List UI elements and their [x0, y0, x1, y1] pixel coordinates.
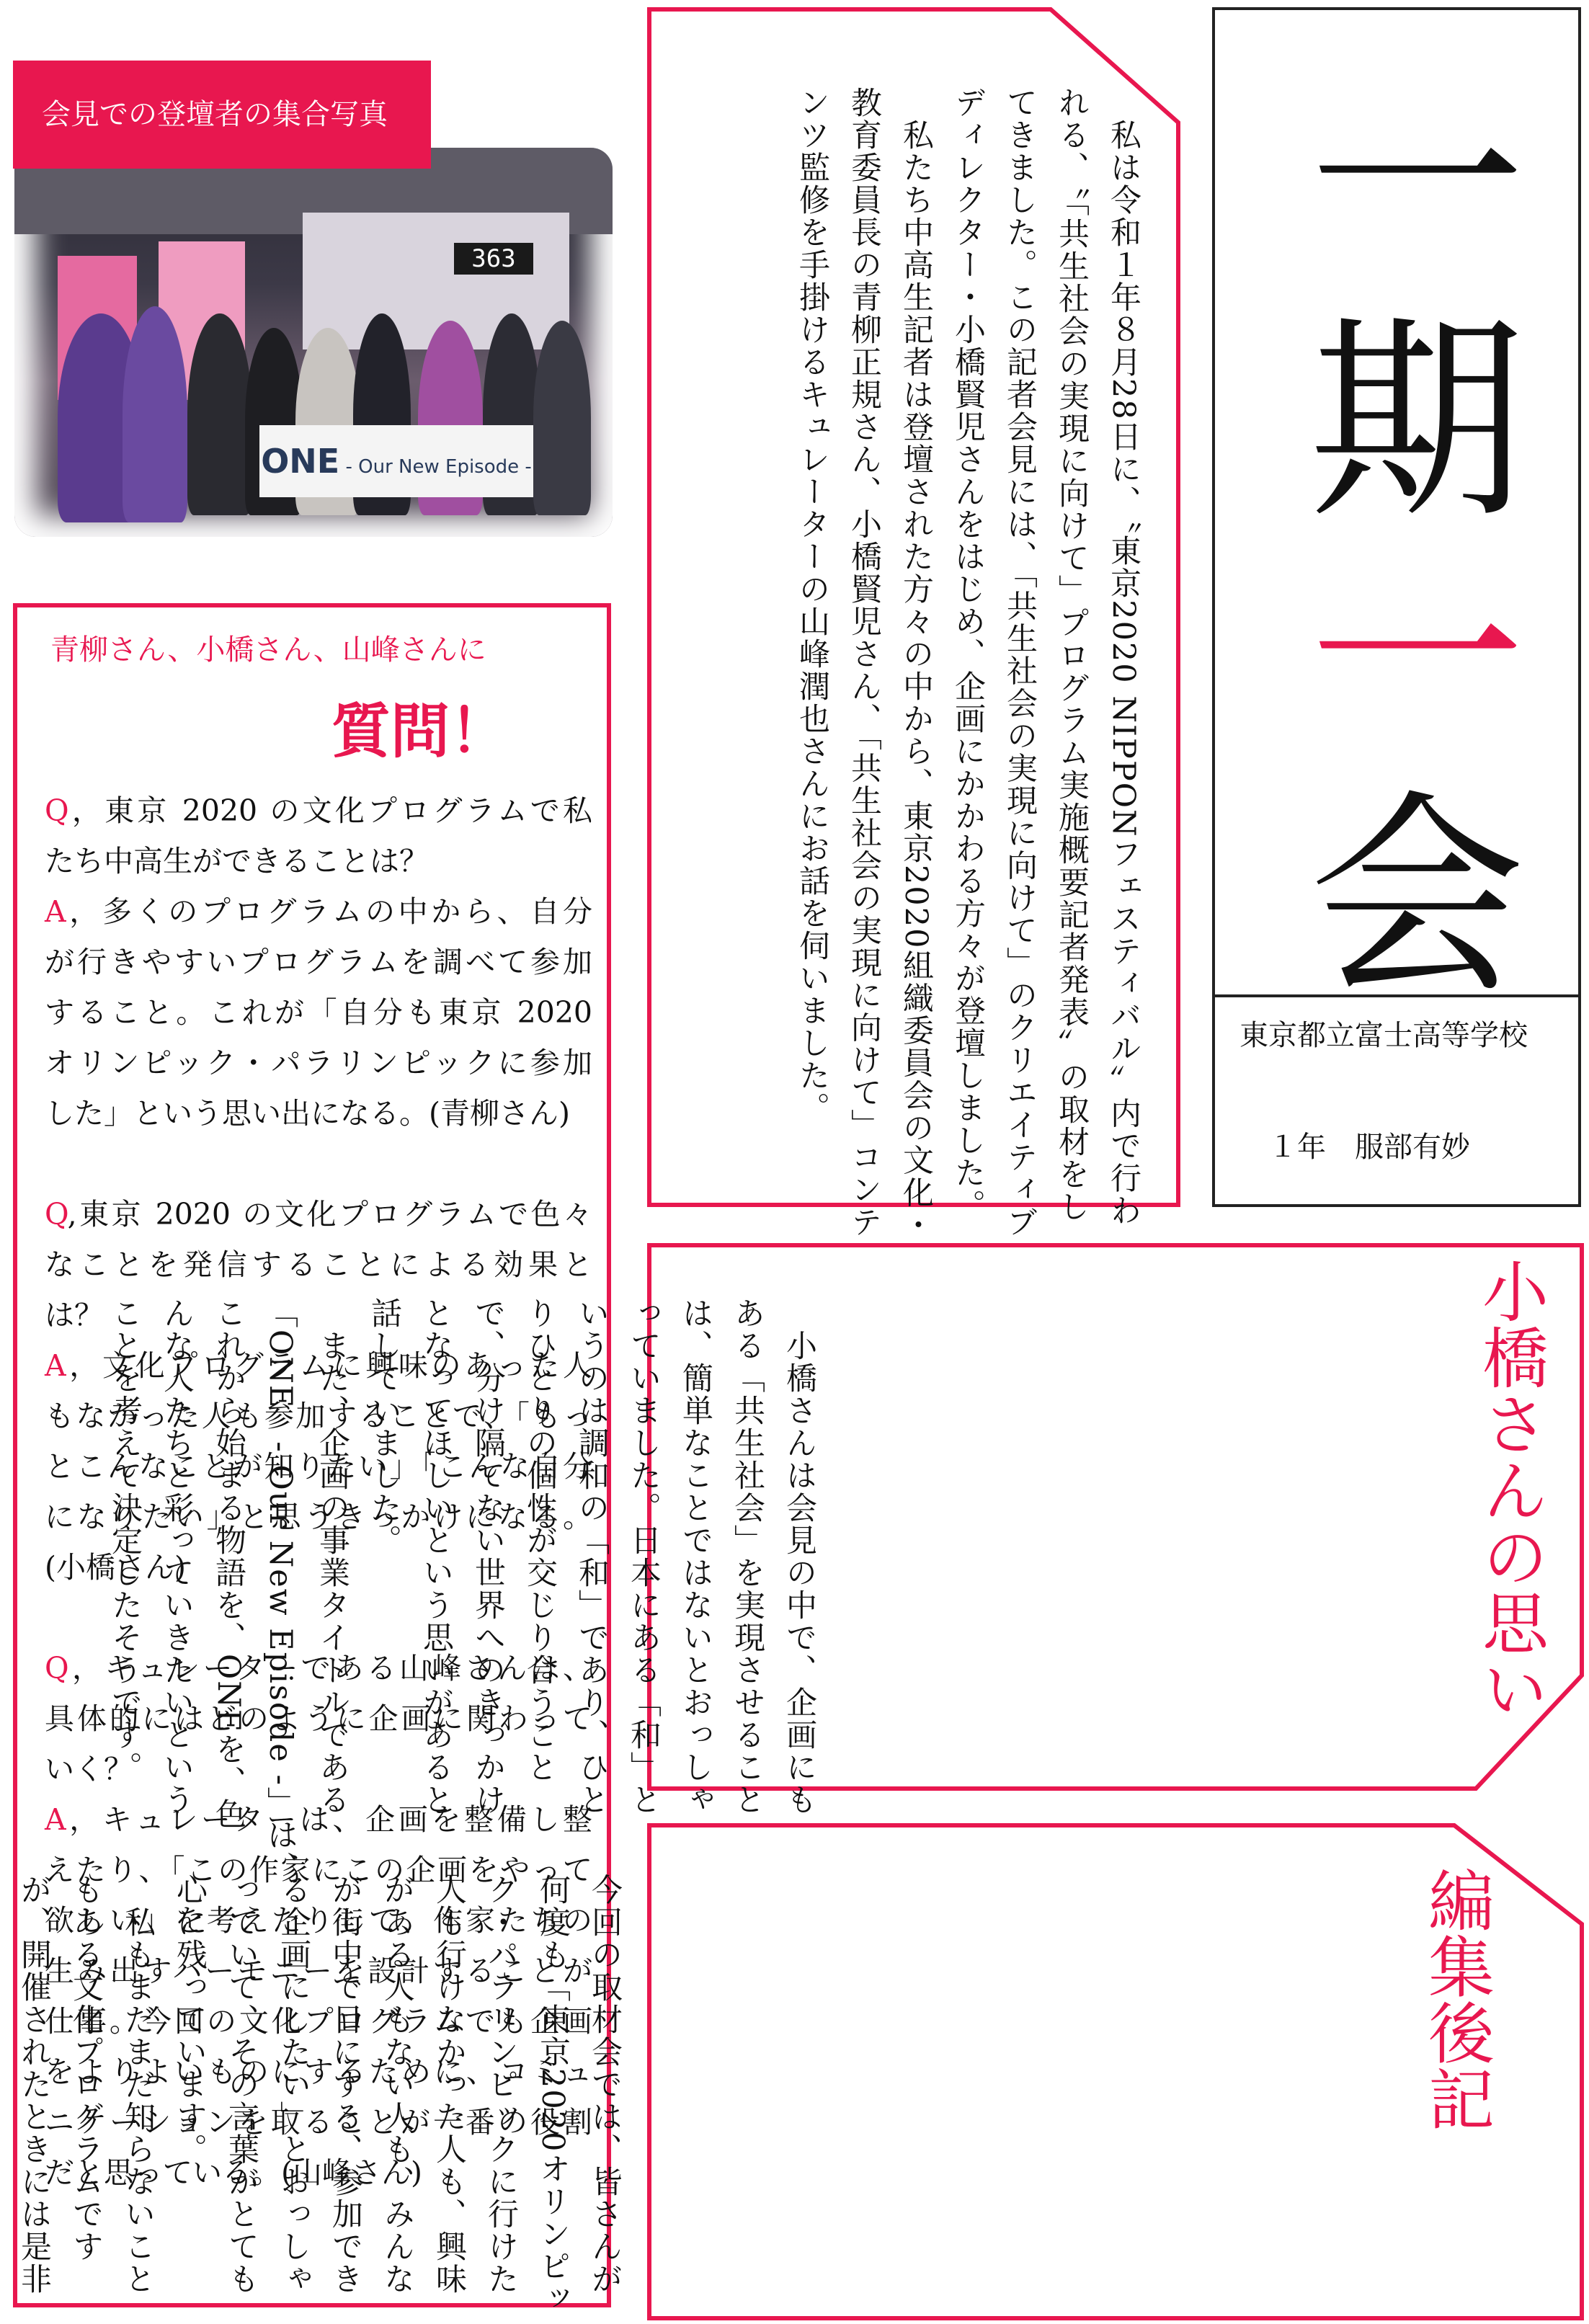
answer-text: ，多くのプログラムの中から、自分 — [66, 894, 592, 929]
answer-mark: A — [45, 1348, 66, 1383]
photo-caption: 会見での登壇者の集合写真 — [13, 61, 431, 169]
answer-line — [45, 987, 592, 1038]
editorial-article — [0, 1874, 631, 2315]
question-line — [45, 1239, 592, 1290]
main-title — [1273, 68, 1524, 1020]
editorial-line: 何度も「東京2020オリンピッ — [535, 1874, 571, 2315]
answer-mark: A — [45, 1802, 66, 1837]
answer-text: ，文化プログラムに興味のあった人 — [66, 1348, 592, 1383]
intro-article — [786, 86, 1149, 1242]
answer-text: 欲しい」を考えたりして、作家たちの — [45, 1903, 592, 1938]
question-text: たち中高生ができることは？ — [45, 844, 429, 878]
kobashi-line: いうのは調和の「和」であり、ひと — [574, 1297, 610, 1816]
kobashi-line: 「ONE - Our New Episode -」は、 — [262, 1297, 298, 1884]
editorial-line: 私もまだまだ知らないこと — [120, 1874, 156, 2295]
kobashi-line: となってほしいという思いがあると — [418, 1297, 454, 1816]
question-line — [45, 785, 592, 836]
question-mark: Q — [45, 1197, 68, 1232]
editorial-line: ク・パラリンピックに行けた — [483, 1874, 519, 2295]
intro-line: ディレクター・小橋賢児さんをはじめ、企画にかかわる方々が登壇しました。 — [950, 86, 986, 1221]
question-text: いく？ — [45, 1752, 133, 1786]
question-text: ，東京 2020 の文化プログラムで私 — [68, 793, 592, 828]
answer-text: になりたい」と思うきっかけになる。 — [45, 1500, 592, 1534]
kobashi-line: っていました。日本にある「和」と — [626, 1297, 662, 1816]
answer-line — [45, 937, 592, 987]
answer-line — [45, 886, 592, 937]
answer-text: もなかった人も参加することで、「もっ — [45, 1399, 592, 1433]
title-char: 一 — [1273, 68, 1524, 306]
kobashi-line: は、簡単なことではないとおっしゃ — [677, 1297, 713, 1816]
kobashi-line: ある「共生社会」を実現させること — [729, 1297, 765, 1816]
answer-text: だと思っている。(山峰さん) — [45, 2155, 422, 2190]
answer-line — [45, 1088, 592, 1139]
answer-mark: A — [45, 894, 66, 929]
question-text: 具体的にはどのように企画に関わって — [45, 1701, 592, 1736]
author-name: １年 服部有妙 — [1268, 1131, 1470, 1164]
answer-text: をよりよいものにするために、コミュ — [45, 2054, 592, 2089]
photo-backdrop-screen — [303, 213, 569, 350]
editorial-line: っていて、その言葉がとても — [223, 1874, 259, 2295]
answer-text: えたり、「この作家にこの企画をやって — [45, 1853, 592, 1887]
qa-heading: 青柳さん、小橋さん、山峰さんに — [50, 633, 486, 667]
editorial-line: る企画にしたい」とおっしゃ — [275, 1874, 311, 2295]
intro-line: てきました。この記者会見には、「共生社会の実現に向けて」のクリエイティブ — [1002, 86, 1038, 1239]
intro-line: 私は令和１年８月28日に、〝東京2020 NIPPONフェスティバル〟内で行わ — [1105, 86, 1141, 1227]
editorial-line: が、開催されたときには是非 — [16, 1874, 52, 2295]
editorial-line: が街中で目にする、参加でき — [327, 1874, 363, 2295]
photo-person — [533, 321, 591, 515]
editorial-line: がある人もない人も、みんな — [379, 1874, 415, 2295]
question-mark: Q — [45, 1651, 69, 1686]
answer-text: とこんなことが知りたい」「こんな自分 — [45, 1449, 592, 1484]
title-char: 期 — [1273, 306, 1524, 544]
answer-text: (小橋さん) — [45, 1550, 186, 1585]
kobashi-line: ことを考えて決定したそうです。 — [107, 1297, 143, 1784]
question-text: は？ — [45, 1298, 104, 1332]
editorial-line: 心に残っています。 — [172, 1874, 208, 2165]
intro-line: ンツ監修を手掛けるキュレーターの山峰潤也さんにお話を伺いました。 — [794, 86, 830, 1124]
question-text: ,東京 2020 の文化プログラムで色々 — [67, 1197, 592, 1232]
photo-countdown-display: 363 — [454, 243, 533, 275]
editorial-line — [0, 1874, 8, 2292]
intro-line: 教育委員長の青柳正規さん、小橋賢児さん、「共生社会の実現に向けて」コンテ — [846, 86, 882, 1239]
answer-text: すること。これが「自分も東京 2020 — [45, 995, 592, 1030]
title-char-accent: 一 — [1273, 544, 1524, 782]
editorial-line: もある文化プログラムです — [68, 1874, 104, 2263]
question-mark: Q — [45, 793, 69, 828]
kobashi-line: りひとりの個性が交じり合うこと — [522, 1297, 558, 1784]
intro-line: 私たち中高生記者は登壇された方々の中から、東京2020組織委員会の文化・ — [898, 86, 934, 1242]
photo-person — [187, 313, 252, 515]
kobashi-line: 話していました。 — [366, 1297, 402, 1557]
qa-title: 質問！ — [331, 698, 509, 766]
kobashi-title: 小橋さんの思い — [1472, 1257, 1549, 1722]
kobashi-line: んな人たちと彩っていきたいという — [159, 1297, 195, 1816]
question-text: ，キュレーターである山峰さんは、 — [68, 1651, 592, 1686]
title-char: 会 — [1273, 782, 1524, 1020]
question-text: なことを発信することによる効果と — [45, 1247, 592, 1282]
group-photo — [14, 148, 613, 537]
question-line — [45, 1189, 592, 1239]
answer-text: した」という思い出になる。(青柳さん) — [45, 1096, 570, 1131]
answer-line — [45, 1038, 592, 1088]
answer-text: オリンピック・パラリンピックに参加 — [45, 1046, 592, 1080]
kobashi-line: また、企画の事業タイトルである — [314, 1297, 350, 1816]
qa-spacer — [45, 1139, 592, 1189]
photo-event-sign: ONE - Our New Episode - — [259, 425, 533, 497]
answer-text: が行きやすいプログラムを調べて参加 — [45, 945, 592, 979]
kobashi-line: これから始まる物語を、ONEを、色 — [210, 1297, 246, 1831]
answer-text: 仕事。今回の文化プログラムでも企画 — [45, 2004, 592, 2039]
kobashi-line: で、分け隔てない世界へのきっかけ — [470, 1297, 506, 1816]
editorial-line: 人も行けなかった人も、興味 — [431, 1874, 467, 2295]
editorial-line: 今回の取材会では、皆さんが — [587, 1874, 623, 2295]
editorial-title: 編集後記 — [1417, 1866, 1495, 2132]
answer-text: 生み出すハーモニーを設計することが — [45, 1954, 592, 1988]
intro-line: れる、〝「共生社会の実現に向けて」プログラム実施概要記者発表〟の取材をし — [1054, 86, 1090, 1223]
photo-person — [123, 306, 187, 522]
kobashi-line: 小橋さんは会見の中で、企画にも — [781, 1297, 817, 1816]
answer-text: ，キュレーターは、企画を整備し整 — [66, 1802, 592, 1837]
question-line — [45, 836, 592, 886]
school-name: 東京都立富士高等学校 — [1239, 1019, 1528, 1052]
answer-text: ニケーションを取ることが一番の役割 — [45, 2105, 592, 2140]
